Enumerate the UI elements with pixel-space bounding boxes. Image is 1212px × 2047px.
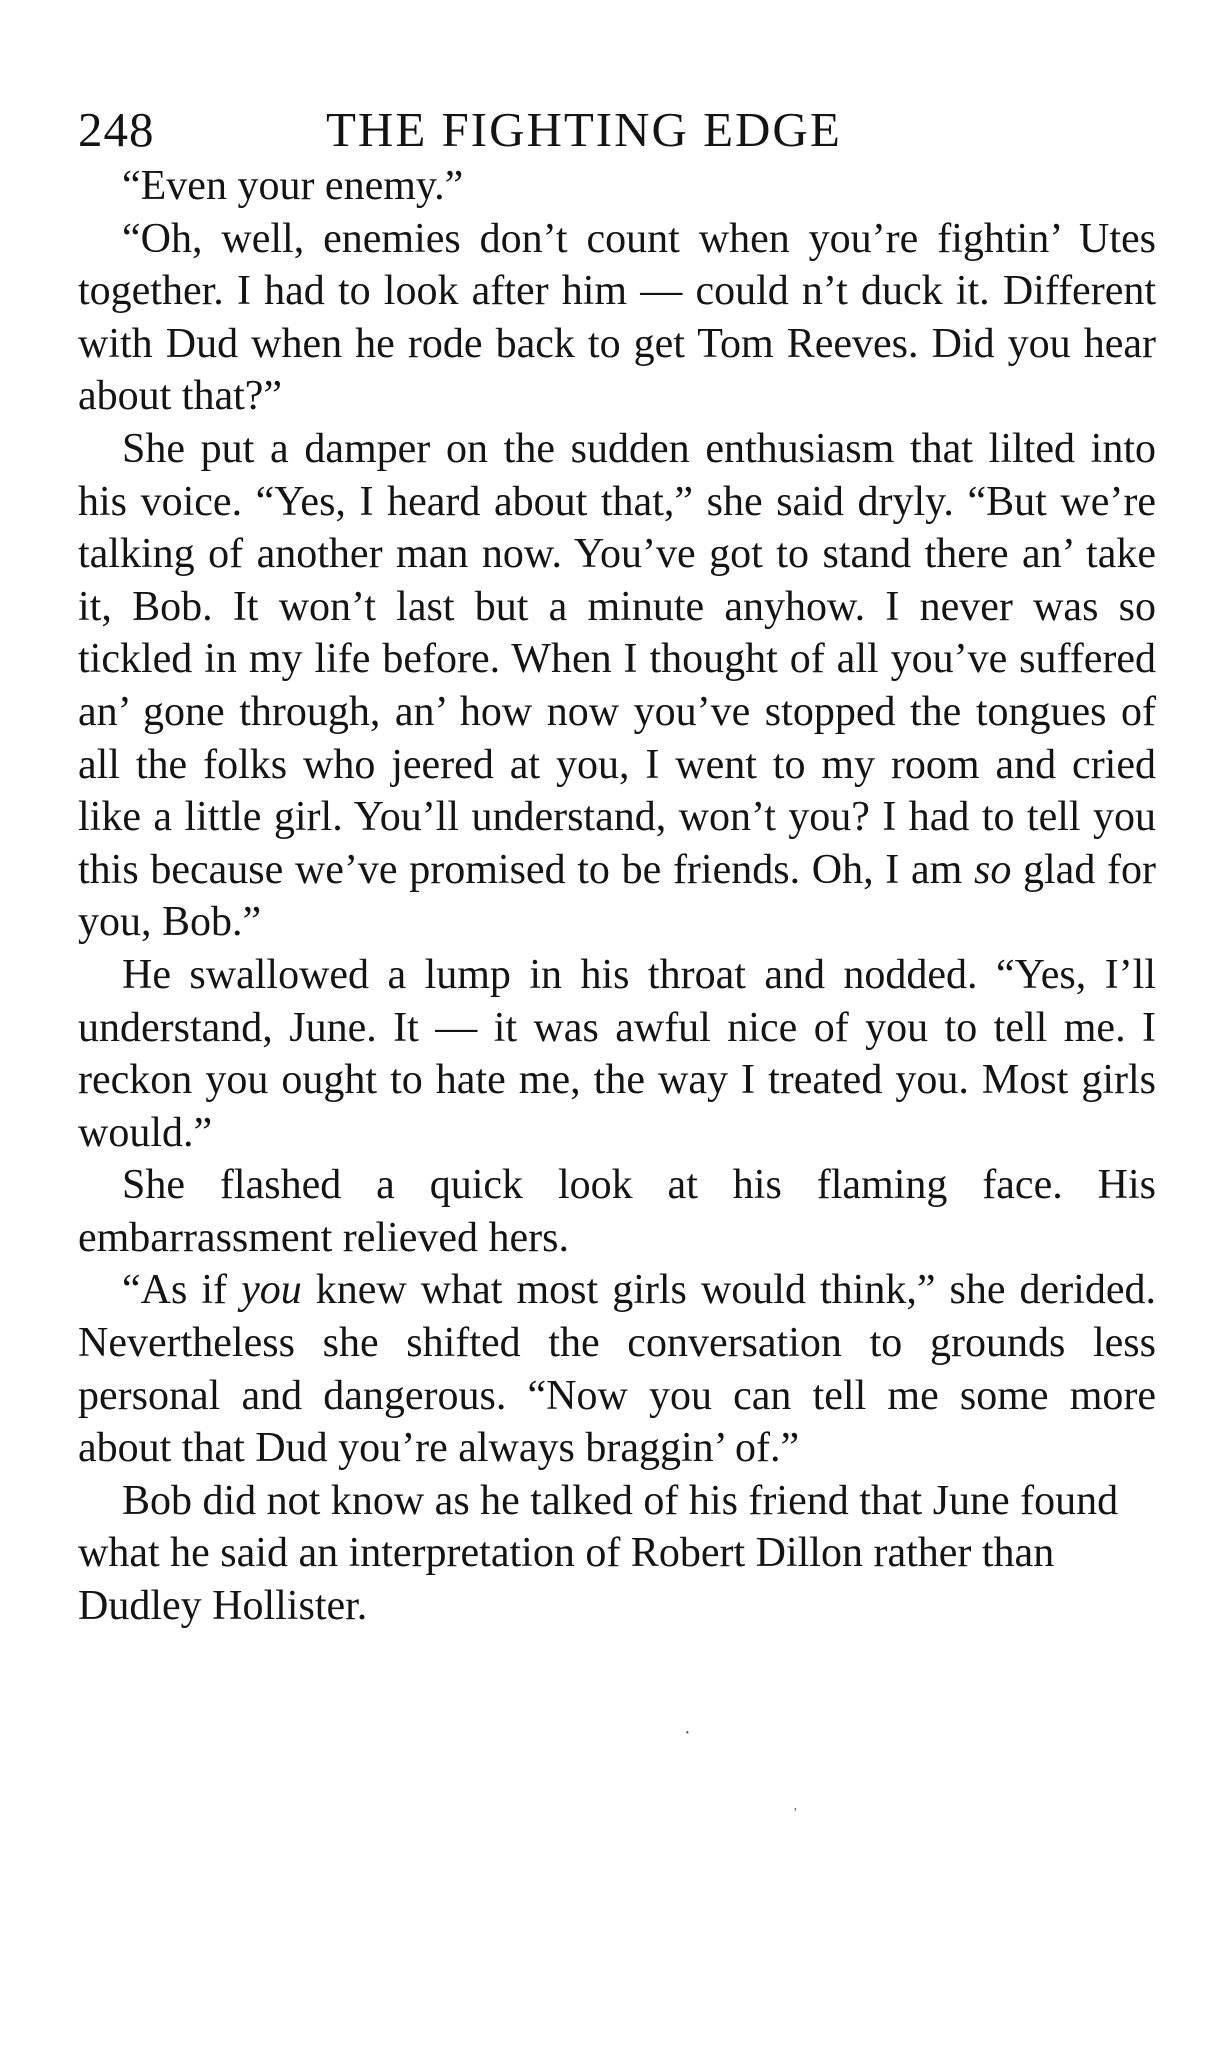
text-run: “As if (122, 1267, 242, 1314)
paragraph (78, 213, 1156, 423)
text-run: knew what most girls would think,” she derided. Nevertheless she shifted the conversation to grounds less personal and dangerous. “Now you can tell me some more about that Dud you’re always braggin’ of.” (78, 1267, 1156, 1472)
stray-ink-mark: ' (794, 1806, 797, 1821)
italic-text: you (241, 1267, 302, 1314)
text-run: He swallowed a lump in his throat and nodded. “Yes, I’ll understand, June. It — it was awful nice of you to tell me. I reckon you ought to hate me, the way I treated you. Most girls would.” (78, 951, 1156, 1156)
book-page (78, 100, 1156, 1633)
text-run: “Even your enemy.” (122, 163, 464, 209)
text-run: “Oh, well, enemies don’t count when you’re fightin’ Utes together. I had to look after him — could n’t duck it. Different with Dud when he rode back to get Tom Reeves. Did you hear about that?” (78, 215, 1156, 420)
running-title: THE FIGHTING EDGE (326, 102, 842, 157)
italic-text: so (973, 846, 1012, 893)
paragraph (78, 1264, 1156, 1474)
paragraph (78, 1475, 1156, 1633)
page-header (78, 100, 1156, 160)
text-run: She put a damper on the sudden enthusiasm that lilted into his voice. “Yes, I heard about that,” she said dryly. “But we’re talking of another man now. You’ve got to stand there an’ take it, Bob. It won’t last but a minute anyhow. I never was so tickled in my life before. When I thought of all you’ve suffered an’ gone through, an’ how now you’ve stopped the tongues of all the folks who jeered at you, I went to my room and cried like a little girl. You’ll understand, won’t you? I had to tell you this because we’ve promised to be friends. Oh, I am (78, 425, 1156, 893)
paragraph (78, 160, 1156, 213)
body-text (78, 160, 1156, 1633)
page-number: 248 (78, 102, 155, 157)
text-run: Bob did not know as he talked of his friend that June found what he said an interpretation of Robert Dillon rather than Dudley Hollister. (78, 1477, 1119, 1630)
text-run: She flashed a quick look at his flaming face. His embarrassment relieved hers. (78, 1162, 1156, 1261)
stray-ink-mark: · (684, 1722, 691, 1744)
paragraph (78, 1159, 1156, 1264)
paragraph (78, 423, 1156, 949)
paragraph (78, 949, 1156, 1159)
text-run: glad for you, Bob.” (78, 846, 1156, 946)
